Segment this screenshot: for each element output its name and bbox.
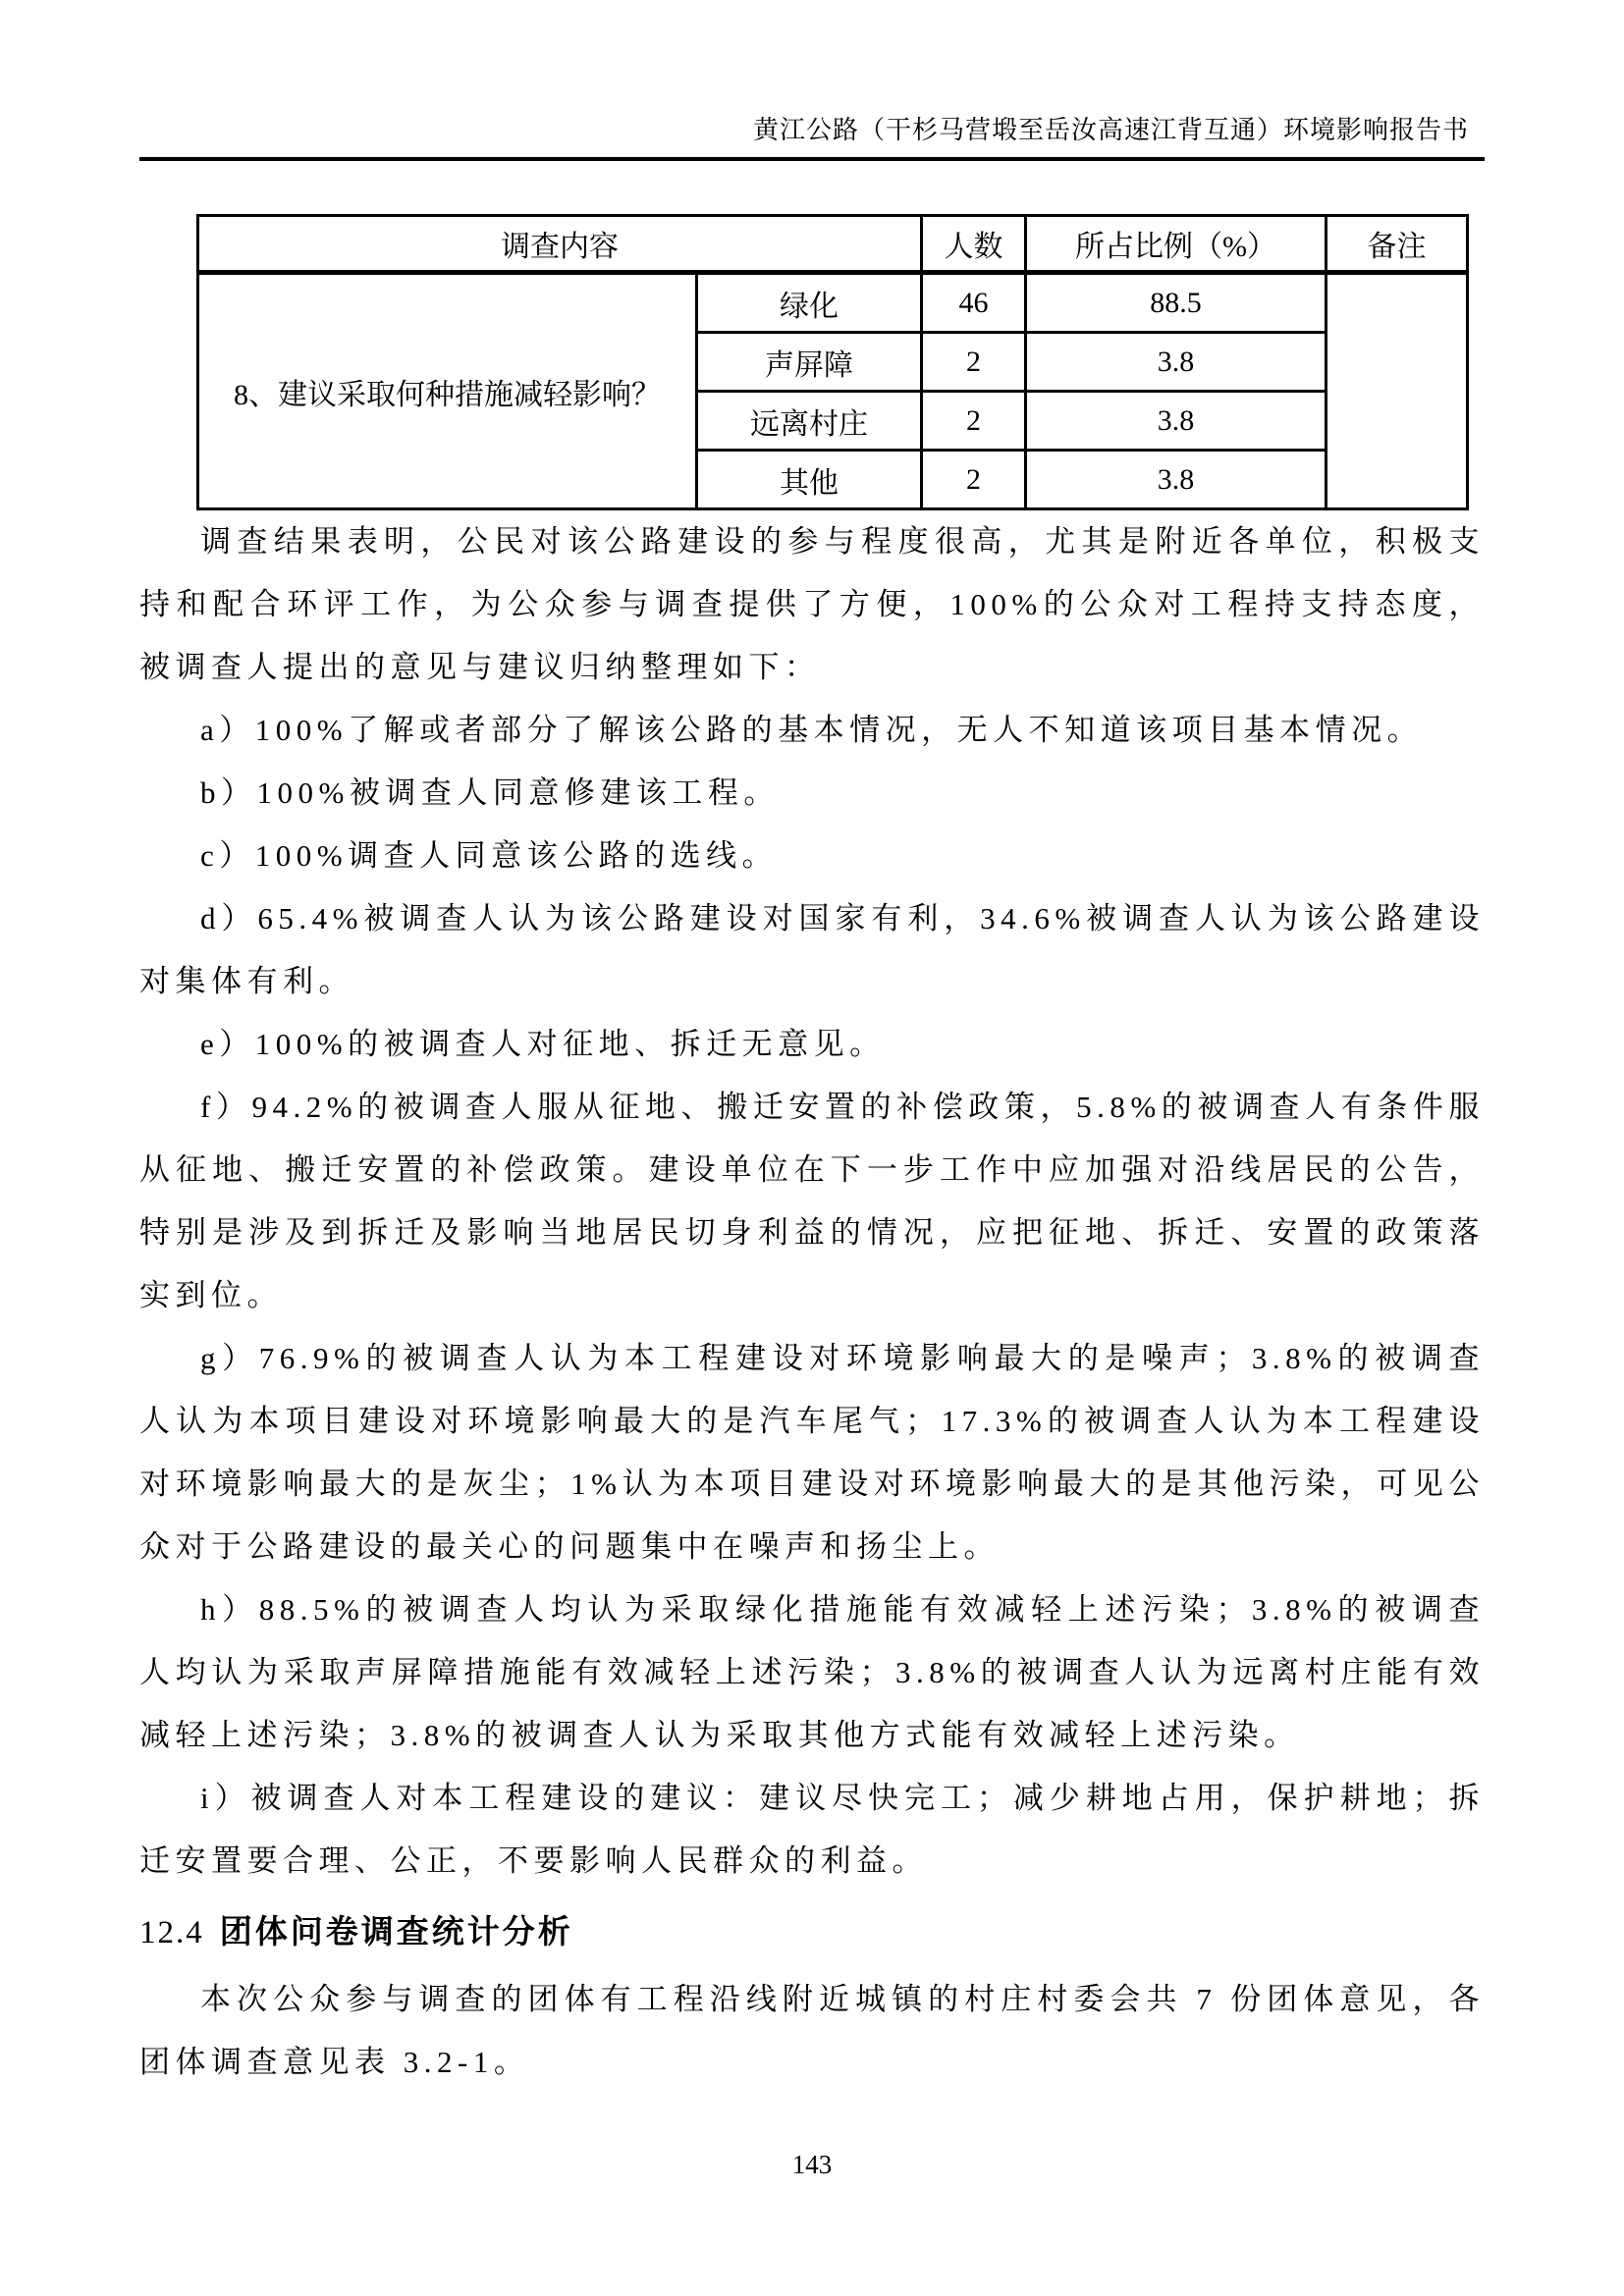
- list-item-b: b）100%被调查人同意修建该工程。: [200, 775, 780, 810]
- list-item-c: c）100%调查人同意该公路的选线。: [200, 838, 779, 873]
- survey-result-table: [196, 214, 1469, 510]
- measure-cell: 远离村庄: [697, 392, 922, 451]
- header-cell-note: 备注: [1326, 216, 1468, 273]
- list-item-e: e）100%的被调查人对征地、拆迁无意见。: [200, 1027, 886, 1061]
- paragraph-intro: 调查结果表明，公民对该公路建设的参与程度很高，尤其是附近各单位，积极支持和配合环评工作，为公众参与调查提供了方便，100%的公众对工程持支持态度，被调查人提出的意见与建议归纳整理如下：: [139, 524, 1485, 684]
- page-number: 143: [791, 2150, 833, 2179]
- report-title: 黄江公路（干杉马营塅至岳汝高速江背互通）环境影响报告书: [752, 116, 1469, 144]
- note-cell: [1326, 273, 1468, 509]
- count-cell: 2: [922, 451, 1026, 509]
- section-number: 12.4: [139, 1915, 204, 1950]
- table-row: [198, 273, 1468, 333]
- list-item-g: g）76.9%的被调查人认为本工程建设对环境影响最大的是噪声；3.8%的被调查人认为本项目建设对环境影响最大的是汽车尾气；17.3%的被调查人认为本工程建设对环境影响最大的是灰尘；1%认为本项目建设对环境影响最大的是其他污染，可见公众对于公路建设的最关心的问题集中在噪声和扬尘上。: [139, 1341, 1485, 1564]
- ratio-cell: 3.8: [1026, 451, 1326, 509]
- measure-cell: 其他: [697, 451, 922, 509]
- ratio-cell: 88.5: [1026, 273, 1326, 333]
- count-cell: 46: [922, 273, 1026, 333]
- list-item-h: h）88.5%的被调查人均认为采取绿化措施能有效减轻上述污染；3.8%的被调查人均认为采取声屏障措施能有效减轻上述污染；3.8%的被调查人认为远离村庄能有效减轻上述污染；3.8%的被调查人认为采取其他方式能有效减轻上述污染。: [139, 1592, 1485, 1752]
- list-item-f: f）94.2%的被调查人服从征地、搬迁安置的补偿政策，5.8%的被调查人有条件服从征地、搬迁安置的补偿政策。建设单位在下一步工作中应加强对沿线居民的公告，特别是涉及到拆迁及影响当地居民切身利益的情况，应把征地、拆迁、安置的政策落实到位。: [139, 1090, 1485, 1312]
- question-cell: 8、建议采取何种措施减轻影响？: [198, 273, 697, 509]
- count-cell: 2: [922, 333, 1026, 392]
- body-text: [139, 510, 1485, 2094]
- header-cell-count: 人数: [922, 216, 1026, 273]
- paragraph-closing: 本次公众参与调查的团体有工程沿线附近城镇的村庄村委会共 7 份团体意见，各团体调查意见表 3.2-1。: [139, 1982, 1485, 2079]
- running-header: [139, 0, 1485, 161]
- header-cell-content: 调查内容: [198, 216, 922, 273]
- list-item-d: d）65.4%被调查人认为该公路建设对国家有利，34.6%被调查人认为该公路建设对集体有利。: [139, 901, 1485, 998]
- ratio-cell: 3.8: [1026, 392, 1326, 451]
- measure-cell: 声屏障: [697, 333, 922, 392]
- count-cell: 2: [922, 392, 1026, 451]
- measure-cell: 绿化: [697, 273, 922, 333]
- section-heading: [139, 1904, 1485, 1960]
- list-item-i: i）被调查人对本工程建设的建议：建议尽快完工；减少耕地占用，保护耕地；拆迁安置要合理、公正，不要影响人民群众的利益。: [139, 1781, 1485, 1878]
- header-cell-ratio: 所占比例（%）: [1026, 216, 1326, 273]
- ratio-cell: 3.8: [1026, 333, 1326, 392]
- section-title: 团体问卷调查统计分析: [219, 1913, 573, 1949]
- table-header-row: [198, 216, 1468, 273]
- list-item-a: a）100%了解或者部分了解该公路的基本情况，无人不知道该项目基本情况。: [200, 713, 1424, 747]
